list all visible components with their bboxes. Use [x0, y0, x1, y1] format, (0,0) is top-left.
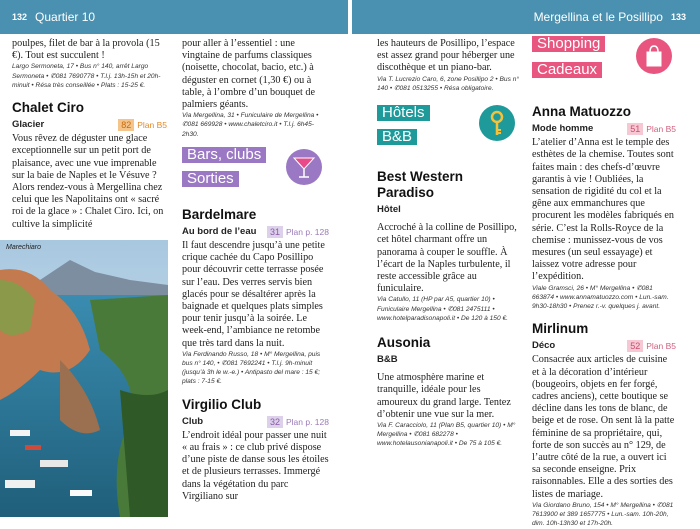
mirlinum-ref [627, 340, 676, 352]
mirlinum-plan: Plan B5 [646, 341, 676, 352]
virgilio-club-number: 32 [267, 416, 283, 428]
ausonia-type: B&B [377, 354, 398, 366]
virgilio-club-subheader [182, 416, 329, 428]
chalet-ciro-number: 82 [118, 119, 134, 131]
chalet-ciro-type: Glacier [12, 119, 45, 131]
ausonia-text: Une atmosphère marine et tranquille, idéale pour les amoureux du grand large. Tentez d’obtenir une vue sur la mer. [377, 372, 511, 420]
photo-caption: Marechiaro [6, 244, 42, 251]
shopping-bag-icon [636, 38, 672, 74]
mirlinum-subheader [532, 340, 676, 352]
page-gutter [348, 0, 352, 517]
left-page-number: 132 [12, 12, 28, 22]
mirlinum-info: Via Giordano Bruno, 154 • M° Mergellina • ✆081 7613900 et 389 1657775 • Lun.-sam. 10h-20h, dim. 10h-13h30 et 17h-20h. [532, 501, 674, 528]
chalet-ciro-text: Vous rêvez de déguster une glace exceptionnelle sur un petit port de plaisance, avec une vue imprenable sur la baie de Naples et le Vésuve ? Alors rendez-vous à Mergellina chez celui que les Napolitains ont « sacré roi de la glace » : Chalet Ciro. Ici, on cultive la simplicité [12, 133, 164, 230]
bardelmare-text: Il faut descendre jusqu’à une petite crique cachée du Capo Posillipo pour découvrir cette terrasse posée sur l’eau. Des verres servis bien glacés pour se désaltérer après la baignade et quelques plats simples pour tenir jusqu’à la soirée. Le week-end, l’ambiance ne retombe que très tard dans la nuit. [182, 240, 325, 349]
virgilio-club-plan: Plan p. 128 [285, 416, 329, 427]
mirlinum-title: Mirlinum [532, 321, 589, 337]
anna-matuozzo-number: 51 [627, 123, 643, 135]
key-icon [479, 105, 515, 141]
bardelmare-subheader [182, 226, 329, 238]
virgilio-club-ref [267, 416, 329, 428]
anna-matuozzo-plan: Plan B5 [646, 124, 676, 134]
ausonia-info: Via F. Caracciolo, 11 (Plan B5, quartier 10) • M° Mergellina • ✆081 682278 • www.hotelausonianapoli.it • De 75 à 105 €. [377, 422, 516, 448]
col1-intro-info: Largo Sermoneta, 17 • Bus n° 140, arrêt Largo Sermoneta • ✆081 7690778 • T.l.j. 13h-15h et 20h-minuit • Résa très conseillée • Plats : 15-25 €. [12, 63, 161, 89]
col3-intro: les hauteurs de Posillipo, l’espace est assez grand pour héberger une discothèque et un piano-bar. [377, 38, 515, 74]
right-page-title: Mergellina et le Posillipo [533, 10, 663, 24]
best-western-type: Hôtel [377, 204, 401, 216]
right-page-number: 133 [670, 12, 686, 22]
hotels-section-header [377, 105, 522, 163]
ausonia-title: Ausonia [377, 335, 431, 351]
ausonia-subheader [377, 354, 522, 366]
col2-intro: pour aller à l’essentiel : une vingtaine de parfums classiques (noisette, chocolat, bacio, etc.) à déguster en cornet (1,30 €) ou à table, à l’ombre d’un bouquet de palmiers géants. [182, 38, 315, 111]
chalet-ciro-plan: Plan B5 [137, 120, 167, 131]
mirlinum-number: 52 [627, 340, 643, 352]
left-page-title: Quartier 10 [35, 10, 96, 24]
column-2 [182, 38, 329, 503]
anna-matuozzo-title: Anna Matuozzo [532, 104, 631, 119]
bardelmare-number: 31 [267, 226, 283, 238]
anna-matuozzo-ref [627, 123, 676, 135]
anna-matuozzo-subheader [532, 123, 676, 135]
anna-matuozzo-info: Viale Gramsci, 26 • M° Mergellina • ✆081 663874 • www.annamatuozzo.com • Lun.-sam. 9h30-18h30 • Prenez r.-v. quelques j. avant. [532, 284, 669, 311]
tag-sorties: Sorties [182, 171, 239, 187]
chalet-ciro-subheader [12, 119, 167, 131]
column-3 [377, 38, 522, 449]
best-western-title: Best Western Paradiso [377, 169, 464, 201]
best-western-subheader [377, 204, 522, 216]
chalet-ciro-title: Chalet Ciro [12, 100, 85, 116]
col1-intro: poulpes, filet de bar à la provola (15 €). Tout est succulent ! [12, 38, 160, 62]
bardelmare-type: Au bord de l’eau [182, 225, 257, 237]
column-1 [12, 38, 167, 231]
anna-matuozzo-text: L’atelier d’Anna est le temple des esthètes de la chemise. Toutes sont faites main : des chefs-d’œuvre garantis à vie ! Oubliées, la sensation de rigidité du col et la gêne aux emmanchures que procurent les modèles fabriqués en série. C’est la Rolls-Royce de la chemise : munissez-vous de vos mesures (un seul essayage) et laissez votre adresse pour l’expédition. [532, 137, 675, 283]
column-4 [532, 36, 676, 529]
bars-section-header [182, 147, 329, 203]
virgilio-club-type: Club [182, 415, 204, 427]
best-western-text: Accroché à la colline de Posillipo, cet hôtel charmant offre un panorama à couper le souffle. À l’écart de la Naples turbulente, il reste accessible grâce au funiculaire. [377, 222, 517, 295]
tag-bnb: B&B [377, 129, 417, 145]
marechiaro-photo [0, 240, 168, 517]
best-western-info: Via Catullo, 11 (HP par A5, quartier 10) • Funiculaire Mergellina • ✆081 2475111 • www.hotelparadisonapoli.it • De 120 à 150 €. [377, 296, 508, 322]
marechiaro-photo-image [0, 240, 168, 517]
chalet-ciro-ref [118, 119, 167, 131]
col2-intro-info: Via Mergellina, 31 • Funiculaire de Mergellina • ✆081 669928 • www.chaletciro.it • T.l.j. 6h45-2h30. [182, 112, 319, 138]
bardelmare-info: Via Ferdinando Russo, 18 • M° Mergellina, puis bus n° 140, • ✆081 7692241 • T.l.j. 9h-minuit (jusqu’à 3h le w.-e.) • Antipasto del mare : 15 €; plats : 7-15 €. [182, 350, 321, 386]
virgilio-club-title: Virgilio Club [182, 396, 262, 412]
tag-shopping: Shopping [532, 36, 605, 52]
cocktail-icon [286, 149, 322, 185]
bardelmare-ref [267, 226, 329, 238]
tag-hotels: Hôtels [377, 105, 430, 121]
bardelmare-plan: Plan p. 128 [285, 226, 329, 237]
right-page-header [352, 0, 700, 34]
tag-bars-clubs: Bars, clubs [182, 147, 266, 163]
bardelmare-title: Bardelmare [182, 206, 257, 222]
shopping-section-header [532, 36, 676, 96]
left-page-header [0, 0, 348, 34]
virgilio-club-text: L’endroit idéal pour passer une nuit « au frais » : ce club privé dispose d’une piste de danse sous les étoiles et de plusieurs terrasses. Immergé dans la végétation du parc Virgiliano sur [182, 429, 329, 502]
col3-intro-info: Via T. Lucrezio Caro, 6, zone Posillipo 2 • Bus n° 140 • ✆081 0513255 • Résa obligatoire. [377, 75, 520, 92]
mirlinum-text: Consacrée aux articles de cuisine et à la décoration d’intérieur (bougeoirs, objets en fer forgé, cadres anciens), cette boutique se décline dans les tons de blanc, de beige et de rose. On sent là la patte féminine de sa propriétaire, qui, forte de son succès au n° 129, de l’autre côté de la rue, a ouvert ici sa seconde enseigne. Prix raisonnables. Elle a des sorties des listes de mariage. [532, 354, 675, 500]
anna-matuozzo-type: Mode homme [532, 123, 594, 134]
mirlinum-type: Déco [532, 340, 556, 352]
tag-cadeaux: Cadeaux [532, 62, 602, 78]
